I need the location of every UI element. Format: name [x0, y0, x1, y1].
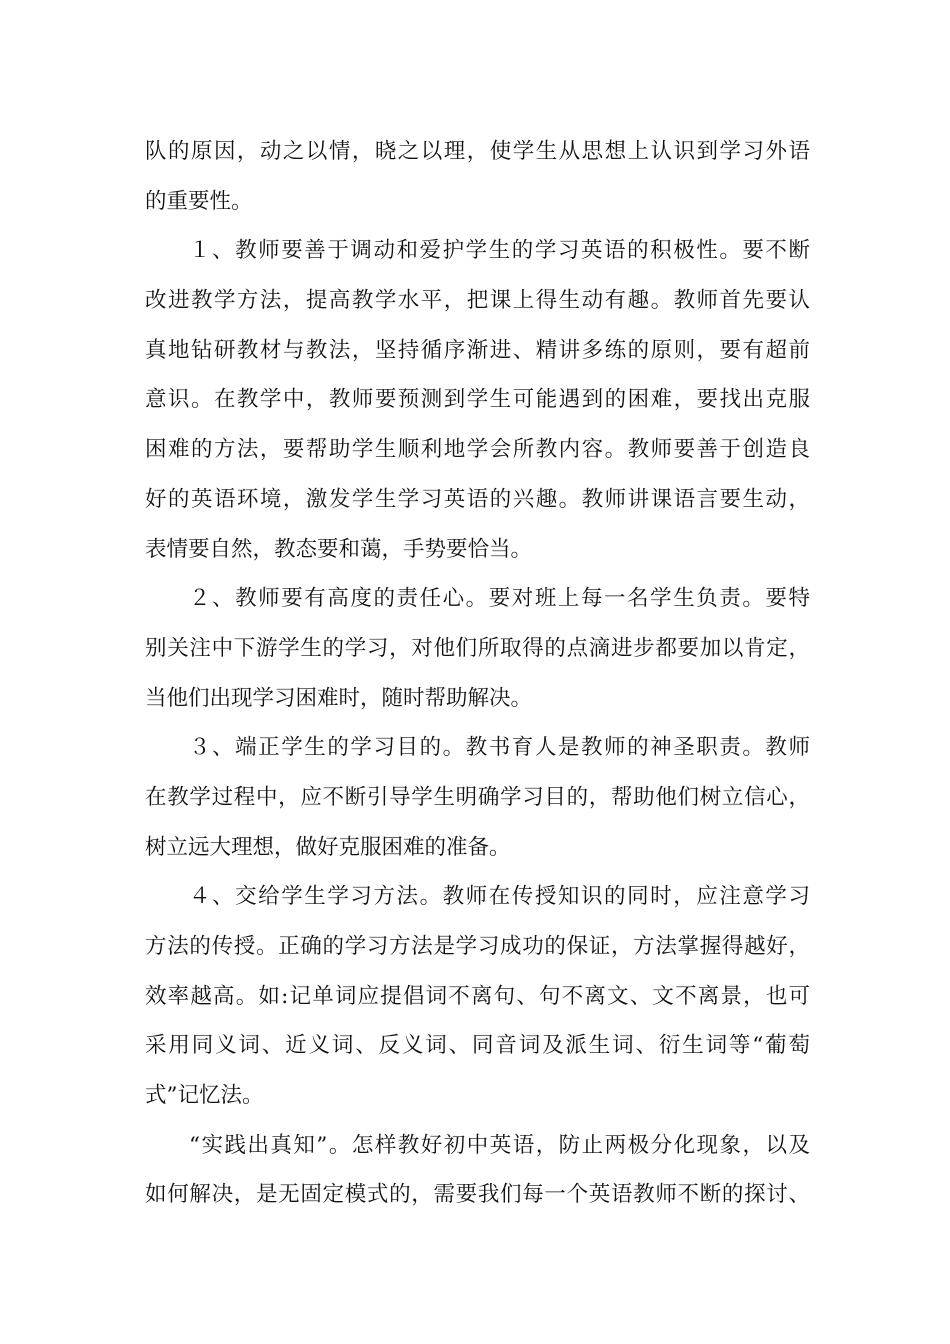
- text-line: 困难的方法，要帮助学生顺利地学会所教内容。教师要善于创造良: [145, 437, 810, 463]
- text-line: 在教学过程中，应不断引导学生明确学习目的，帮助他们树立信心，: [145, 784, 810, 810]
- paragraph-first-line: １、教师要善于调动和爱护学生的学习英语的积极性。要不断: [189, 238, 810, 264]
- paragraph-first-line: ３、端正学生的学习目的。教书育人是教师的神圣职责。教师: [189, 735, 810, 761]
- text-line: 别关注中下游学生的学习，对他们所取得的点滴进步都要加以肯定，: [145, 635, 810, 661]
- text-line: 的重要性。: [145, 188, 253, 214]
- text-line: 队的原因，动之以情，晓之以理，使学生从思想上认识到学习外语: [145, 139, 810, 164]
- text-line: 式”记忆法。: [145, 1083, 264, 1109]
- paragraph-first-line: ４、交给学生学习方法。教师在传授知识的同时，应注意学习: [189, 884, 810, 910]
- text-line: 如何解决，是无固定模式的，需要我们每一个英语教师不断的探讨、: [145, 1182, 810, 1208]
- text-line: 效率越高。如:记单词应提倡词不离句、句不离文、文不离景，也可: [145, 983, 810, 1009]
- text-line: 当他们出现学习困难时，随时帮助解决。: [145, 685, 533, 711]
- text-line: 真地钻研教材与教法，坚持循序渐进、精讲多练的原则，要有超前: [145, 337, 810, 363]
- text-line: 采用同义词、近义词、反义词、同音词及派生词、衍生词等“葡萄: [145, 1033, 810, 1059]
- text-line: 树立远大理想，做好克服困难的准备。: [145, 834, 511, 860]
- paragraph-first-line: ２、教师要有高度的责任心。要对班上每一名学生负责。要特: [189, 586, 810, 612]
- text-line: 改进教学方法，提高教学水平，把课上得生动有趣。教师首先要认: [145, 288, 810, 314]
- paragraph-first-line: “实践出真知”。怎样教好初中英语，防止两极分化现象，以及: [189, 1132, 810, 1158]
- text-line: 表情要自然，教态要和蔼，手势要恰当。: [145, 536, 533, 562]
- text-line: 意识。在教学中，教师要预测到学生可能遇到的困难，要找出克服: [145, 387, 810, 413]
- document-body: [145, 127, 810, 1220]
- text-line: 方法的传授。正确的学习方法是学习成功的保证，方法掌握得越好，: [145, 934, 810, 959]
- text-line: 好的英语环境，激发学生学习英语的兴趣。教师讲课语言要生动，: [145, 486, 810, 512]
